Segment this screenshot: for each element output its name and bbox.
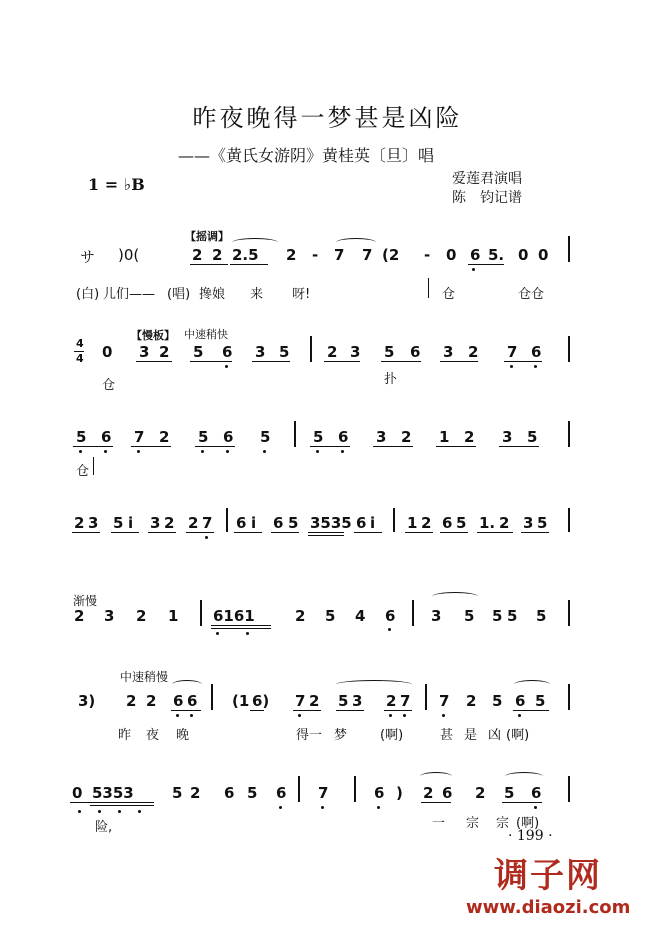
lyric: 仓 xyxy=(76,464,90,479)
octave-dot xyxy=(377,806,380,809)
slur xyxy=(432,592,478,601)
note: 5 xyxy=(536,607,547,625)
note: 6) xyxy=(252,692,270,710)
note: 2 xyxy=(159,428,170,446)
octave-dot xyxy=(321,806,324,809)
lyric: 夜 xyxy=(146,728,160,743)
note: 6 xyxy=(515,692,526,710)
barline xyxy=(412,600,414,626)
note: 5 xyxy=(260,428,271,446)
note: 2 xyxy=(309,692,320,710)
underline xyxy=(230,264,268,265)
note: 6 xyxy=(276,784,287,802)
note: 2 xyxy=(401,428,412,446)
underline xyxy=(440,532,468,533)
octave-dot xyxy=(263,450,266,453)
note: 6 xyxy=(187,692,198,710)
slur xyxy=(420,772,452,781)
underline xyxy=(381,361,421,362)
lyric: (唱) xyxy=(167,287,191,302)
note: 3) xyxy=(78,692,96,710)
note: 5 xyxy=(384,343,395,361)
underline xyxy=(310,446,350,447)
barline xyxy=(568,600,570,626)
slur xyxy=(514,680,550,689)
lyric: 仓 xyxy=(102,378,116,393)
octave-dot xyxy=(78,810,81,813)
lyric: (啊) xyxy=(506,728,530,743)
lyric: 险, xyxy=(95,820,113,835)
slur xyxy=(336,680,412,689)
note: 2 xyxy=(159,343,170,361)
lyric: 昨 xyxy=(118,728,132,743)
octave-dot xyxy=(341,450,344,453)
underline xyxy=(72,532,100,533)
note: 6 xyxy=(224,784,235,802)
note: 0 xyxy=(538,246,549,264)
slur xyxy=(505,772,543,781)
page-number: · 199 · xyxy=(508,828,553,844)
underline xyxy=(521,532,549,533)
octave-dot xyxy=(518,714,521,717)
note: 5 xyxy=(198,428,209,446)
note: 2 xyxy=(212,246,223,264)
underline xyxy=(234,532,262,533)
underline xyxy=(186,532,214,533)
note: 3 xyxy=(88,514,99,532)
note: 5 xyxy=(507,607,518,625)
note: 6 xyxy=(442,514,453,532)
note: 2 xyxy=(468,343,479,361)
note: 5 xyxy=(113,514,124,532)
note: 5353 xyxy=(92,784,134,802)
note: 5 xyxy=(504,784,515,802)
lyric: 扑 xyxy=(384,372,398,387)
barline xyxy=(310,336,312,362)
underline xyxy=(195,446,235,447)
lyric: 儿们—— xyxy=(103,287,156,302)
underline xyxy=(293,710,321,711)
note: 7 xyxy=(507,343,518,361)
note: 6 xyxy=(173,692,184,710)
octave-dot xyxy=(190,714,193,717)
note: 3 xyxy=(431,607,442,625)
note: 3 xyxy=(376,428,387,446)
note: 5 xyxy=(279,343,290,361)
underline xyxy=(373,446,413,447)
lyric: 凶 xyxy=(488,728,502,743)
octave-dot xyxy=(176,714,179,717)
lyric: 呀! xyxy=(292,287,311,302)
octave-dot xyxy=(118,810,121,813)
time-signature-bottom: 4 xyxy=(76,352,84,365)
underline xyxy=(70,802,154,803)
note: 5 xyxy=(492,607,503,625)
tempo-note: 中速稍快 xyxy=(184,328,228,341)
note: 5 xyxy=(76,428,87,446)
underline xyxy=(308,535,344,536)
note: - xyxy=(424,246,431,264)
octave-dot xyxy=(472,268,475,271)
note: 7 xyxy=(318,784,329,802)
octave-dot xyxy=(79,450,82,453)
note: i xyxy=(370,514,376,532)
barline xyxy=(294,421,296,447)
note: 5 xyxy=(247,784,258,802)
slur xyxy=(336,238,376,247)
octave-dot xyxy=(98,810,101,813)
underline xyxy=(499,446,539,447)
underline xyxy=(111,532,139,533)
underline xyxy=(436,446,476,447)
note: 5 xyxy=(537,514,548,532)
note: 3 xyxy=(255,343,266,361)
watermark-url: www.diaozi.com xyxy=(466,897,631,918)
note: (1 xyxy=(232,692,250,710)
note: 2 xyxy=(126,692,137,710)
note: 3 xyxy=(443,343,454,361)
slur xyxy=(172,680,202,689)
note: 2 xyxy=(464,428,475,446)
underline xyxy=(502,802,542,803)
barline xyxy=(298,776,300,802)
note: 6 xyxy=(356,514,367,532)
note: 6 xyxy=(338,428,349,446)
underline xyxy=(211,628,271,629)
octave-dot xyxy=(137,450,140,453)
note: 6 xyxy=(273,514,284,532)
note: )0( xyxy=(118,246,140,264)
note: 3 xyxy=(104,607,115,625)
lyric: 甚 xyxy=(440,728,454,743)
octave-dot xyxy=(316,450,319,453)
note: 1 xyxy=(407,514,418,532)
lyric: 宗 xyxy=(466,816,480,831)
key-signature: 1 = ♭B xyxy=(88,175,145,194)
barline xyxy=(226,508,228,532)
note: 5 xyxy=(325,607,336,625)
tempo-note: 中速稍慢 xyxy=(120,670,169,684)
octave-dot xyxy=(246,632,249,635)
note: 5 xyxy=(172,784,183,802)
barline xyxy=(568,236,570,262)
note: 4 xyxy=(355,607,366,625)
underline xyxy=(513,710,549,711)
octave-dot xyxy=(201,450,204,453)
barline xyxy=(211,684,213,710)
lyric: (啊) xyxy=(516,816,540,831)
octave-dot xyxy=(389,714,392,717)
note: 5 xyxy=(492,692,503,710)
note: 6 xyxy=(531,343,542,361)
octave-dot xyxy=(534,806,537,809)
lyric: 晚 xyxy=(176,728,190,743)
note: サ xyxy=(80,248,96,266)
note: 5 xyxy=(527,428,538,446)
lyric: 一 xyxy=(432,816,446,831)
time-signature-top: 4 xyxy=(76,337,84,350)
underline xyxy=(440,361,478,362)
note: - xyxy=(312,246,319,264)
octave-dot xyxy=(226,450,229,453)
slur xyxy=(232,238,278,247)
underline xyxy=(252,361,290,362)
note: 2 xyxy=(164,514,175,532)
note: 6 xyxy=(385,607,396,625)
note: 2 xyxy=(423,784,434,802)
barline xyxy=(568,776,570,802)
note: 6 xyxy=(374,784,385,802)
barline xyxy=(568,684,570,710)
tempo-marking: 【摇调】 xyxy=(185,230,229,243)
barline xyxy=(200,600,202,626)
note: 6 xyxy=(410,343,421,361)
note: 2.5 xyxy=(232,246,259,264)
note: 3 xyxy=(523,514,534,532)
octave-dot xyxy=(388,628,391,631)
note: 5 xyxy=(313,428,324,446)
underline xyxy=(477,532,513,533)
note: 7 xyxy=(134,428,145,446)
tempo-note: 渐慢 xyxy=(73,594,98,608)
note: 1. xyxy=(479,514,496,532)
octave-dot xyxy=(216,632,219,635)
octave-dot xyxy=(510,365,513,368)
octave-dot xyxy=(138,810,141,813)
underline xyxy=(190,264,228,265)
underline xyxy=(211,625,271,626)
underline xyxy=(421,802,451,803)
lyric: (啊) xyxy=(380,728,404,743)
underline xyxy=(324,361,360,362)
note: i xyxy=(251,514,257,532)
lyric: 仓仓 xyxy=(518,287,545,302)
note: i xyxy=(128,514,134,532)
note: 5 xyxy=(535,692,546,710)
lyric: 梦 xyxy=(334,728,348,743)
underline xyxy=(354,532,382,533)
note: 0 xyxy=(102,343,113,361)
barline xyxy=(568,336,570,362)
lyric: 仓 xyxy=(442,287,456,302)
note: 6 xyxy=(236,514,247,532)
note: 2 xyxy=(286,246,297,264)
barline xyxy=(393,508,395,532)
octave-dot xyxy=(279,806,282,809)
note: 1 xyxy=(168,607,179,625)
lyric: 宗 xyxy=(496,816,510,831)
barline xyxy=(354,776,356,802)
note: 2 xyxy=(136,607,147,625)
note: 7 xyxy=(295,692,306,710)
note: 5 xyxy=(464,607,475,625)
lyric: (白) xyxy=(76,287,100,302)
note: 2 xyxy=(190,784,201,802)
underline xyxy=(136,361,172,362)
note: 3 xyxy=(350,343,361,361)
note: 7 xyxy=(334,246,345,264)
note: 7 xyxy=(362,246,373,264)
note: 5 xyxy=(193,343,204,361)
note: 2 xyxy=(421,514,432,532)
lyric: 来 xyxy=(250,287,264,302)
underline xyxy=(190,361,232,362)
note: 7 xyxy=(202,514,213,532)
underline xyxy=(336,710,364,711)
note: 3535 xyxy=(310,514,352,532)
bracket xyxy=(428,278,429,298)
note: ) xyxy=(396,784,403,802)
underline xyxy=(73,446,113,447)
note: 2 xyxy=(499,514,510,532)
octave-dot xyxy=(205,536,208,539)
note: 0 xyxy=(72,784,83,802)
barline xyxy=(425,684,427,710)
underline xyxy=(271,532,299,533)
note: 1 xyxy=(439,428,450,446)
underline xyxy=(504,361,542,362)
note: 0 xyxy=(518,246,529,264)
note: 2 xyxy=(386,692,397,710)
octave-dot xyxy=(534,365,537,368)
underline xyxy=(250,710,264,711)
note: (2 xyxy=(382,246,400,264)
watermark-logo: 调子网 xyxy=(494,856,602,896)
underline xyxy=(468,264,504,265)
note: 2 xyxy=(192,246,203,264)
note: 5 xyxy=(338,692,349,710)
note: 2 xyxy=(74,607,85,625)
note: 2 xyxy=(475,784,486,802)
lyric: 搀娘 xyxy=(199,287,226,302)
note: 7 xyxy=(439,692,450,710)
note: 6 xyxy=(222,343,233,361)
underline xyxy=(90,805,154,806)
lyric: 是 xyxy=(464,728,478,743)
underline xyxy=(148,532,176,533)
tempo-marking: 【慢板】 xyxy=(131,329,175,342)
octave-dot xyxy=(225,365,228,368)
note: 2 xyxy=(188,514,199,532)
subtitle: ——《黄氏女游阴》黄桂英〔旦〕唱 xyxy=(178,146,435,165)
note: 2 xyxy=(146,692,157,710)
underline xyxy=(131,446,171,447)
octave-dot xyxy=(298,714,301,717)
lyric: 得一 xyxy=(296,728,323,743)
underline xyxy=(171,710,201,711)
barline xyxy=(568,508,570,532)
note: 2 xyxy=(74,514,85,532)
note: 3 xyxy=(139,343,150,361)
note: 5 xyxy=(456,514,467,532)
octave-dot xyxy=(104,450,107,453)
note: 7 xyxy=(400,692,411,710)
note: 3 xyxy=(352,692,363,710)
singer-credit: 爱莲君演唱 xyxy=(452,171,522,187)
note: 6 xyxy=(101,428,112,446)
transcriber-credit: 陈 钧记谱 xyxy=(452,190,522,206)
note: 6 xyxy=(470,246,481,264)
note: 6 xyxy=(223,428,234,446)
note: 2 xyxy=(466,692,477,710)
note: 6 xyxy=(531,784,542,802)
note: 5 xyxy=(288,514,299,532)
note: 6 xyxy=(442,784,453,802)
underline xyxy=(405,532,433,533)
octave-dot xyxy=(403,714,406,717)
note: 3 xyxy=(502,428,513,446)
note: 2 xyxy=(295,607,306,625)
barline xyxy=(568,421,570,447)
note: 5. xyxy=(488,246,505,264)
underline xyxy=(384,710,412,711)
note: 3 xyxy=(150,514,161,532)
page-title: 昨夜晚得一梦甚是凶险 xyxy=(192,104,463,132)
underline xyxy=(308,532,344,533)
note: 0 xyxy=(446,246,457,264)
bracket xyxy=(93,457,94,475)
note: 6161 xyxy=(213,607,255,625)
note: 2 xyxy=(327,343,338,361)
octave-dot xyxy=(442,714,445,717)
